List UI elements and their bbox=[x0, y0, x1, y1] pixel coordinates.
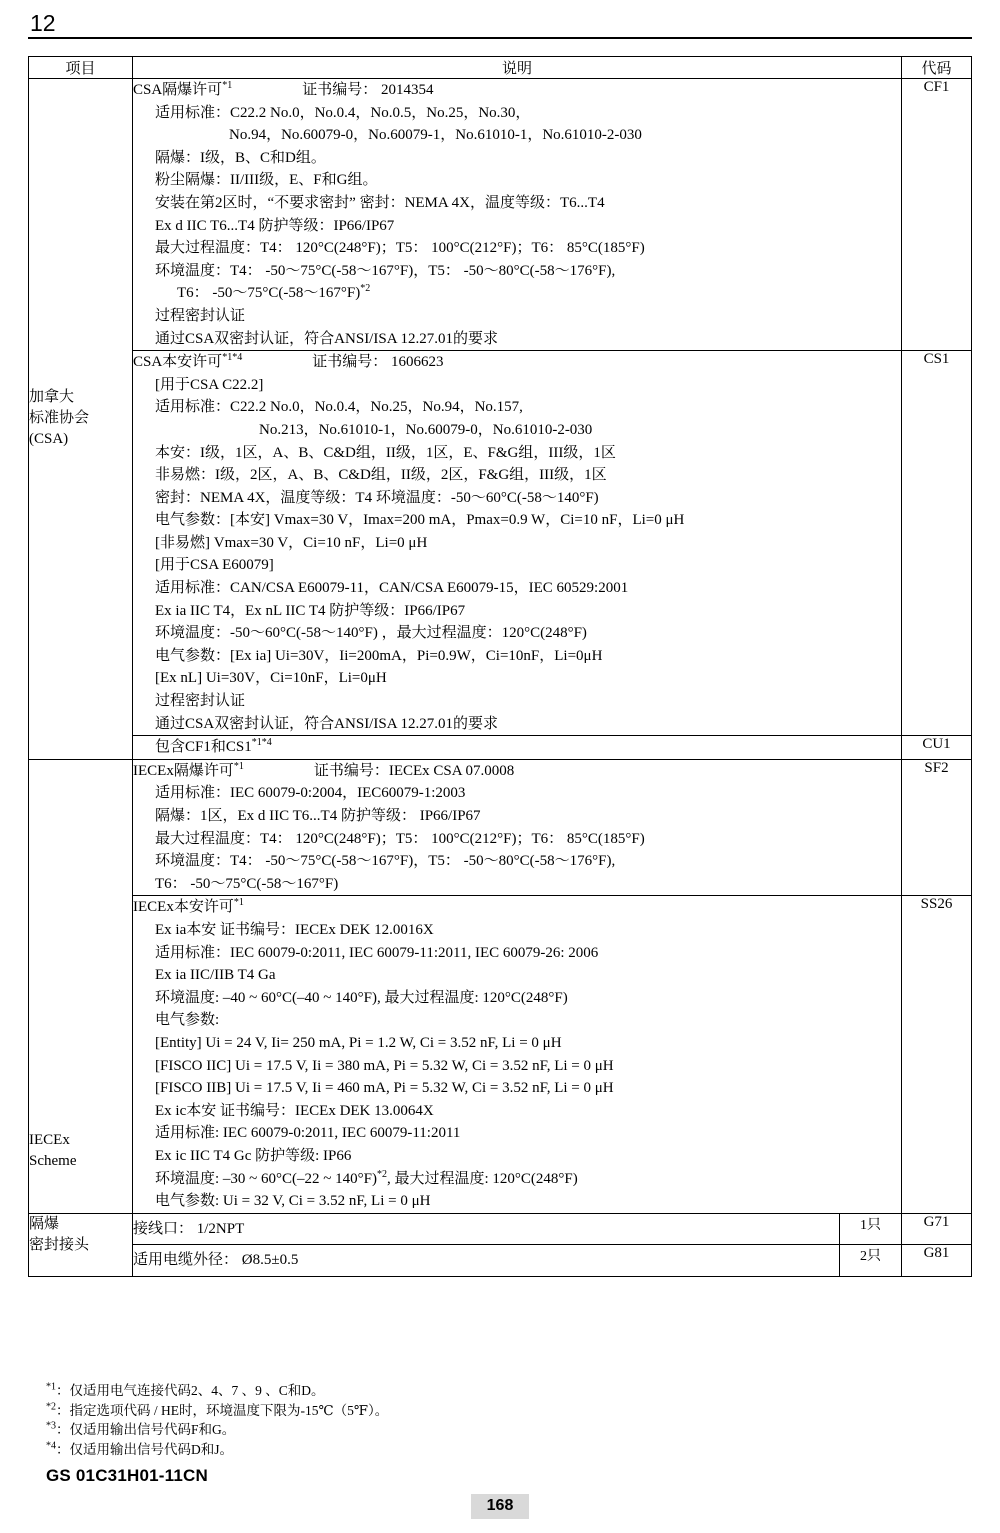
item-label-line: (CSA) bbox=[29, 431, 69, 448]
item-label-line: 隔爆 bbox=[29, 1215, 60, 1232]
table-row bbox=[29, 1213, 972, 1245]
column-header-item: 项目 bbox=[29, 57, 133, 79]
header-page-number: 12 bbox=[30, 10, 56, 36]
desc-line: 电气参数：[Ex ia] Ui=30V，Ii=200mA，Pi=0.9W，Ci=10nF，Li=0μH bbox=[155, 647, 603, 664]
footnote-item: $^{*3}$：仅适用输出信号代码F和G。 bbox=[46, 1420, 236, 1437]
code-cell-sf2: SF2 bbox=[902, 759, 972, 896]
desc-line: CSA隔爆许可$^{*1}$ 证书编号： 2014354 bbox=[133, 80, 434, 98]
specification-table bbox=[28, 56, 972, 1277]
description-cell-iecex-flameproof bbox=[133, 759, 902, 896]
code-cell-cu1: CU1 bbox=[902, 736, 972, 760]
qty-cell-gland-1: 1只 bbox=[839, 1213, 901, 1245]
table-header-row bbox=[29, 57, 972, 79]
desc-line: 过程密封认证 bbox=[155, 693, 246, 710]
footer-page-number bbox=[0, 1494, 1000, 1519]
footnote-item: $^{*2}$：指定选项代码 / HE时，环境温度下限为-15℃（5℉）。 bbox=[46, 1401, 389, 1418]
desc-line: Ex ia本安 证书编号：IECEx DEK 12.0016X bbox=[155, 921, 434, 938]
desc-line: 通过CSA双密封认证，符合ANSI/ISA 12.27.01的要求 bbox=[155, 330, 498, 347]
desc-line: [FISCO IIB] Ui = 17.5 V, Ii = 460 mA, Pi = 5.32 W, Ci = 3.52 nF, Li = 0 μH bbox=[155, 1080, 614, 1097]
desc-line: [FISCO IIC] Ui = 17.5 V, Ii = 380 mA, Pi = 5.32 W, Ci = 3.52 nF, Li = 0 μH bbox=[155, 1057, 614, 1074]
desc-line: IECEx本安许可$^{*1}$ bbox=[133, 897, 244, 916]
item-cell-iecex bbox=[29, 759, 133, 1213]
desc-line: [非易燃] Vmax=30 V，Ci=10 nF，Li=0 μH bbox=[155, 534, 428, 551]
desc-line: 隔爆：1区，Ex d IIC T6...T4 防护等级： IP66/IP67 bbox=[155, 808, 481, 824]
item-label-line: IECEx bbox=[29, 1131, 70, 1148]
desc-line: 适用标准：C22.2 No.0，No.0.4，No.25，No.94，No.157, bbox=[155, 399, 523, 416]
item-label-line: 密封接头 bbox=[29, 1236, 90, 1253]
desc-line: Ex d IIC T6...T4 防护等级：IP66/IP67 bbox=[155, 217, 395, 234]
item-cell-csa bbox=[29, 79, 133, 760]
desc-line: 环境温度：T4： -50～75°C(-58～167°F)，T5： -50～80°C(-58～176°F), bbox=[155, 853, 616, 870]
desc-line: 适用标准：IEC 60079-0:2011, IEC 60079-11:2011, IEC 60079-26: 2006 bbox=[155, 944, 599, 961]
desc-line: 隔爆：I级，B、C和D组。 bbox=[155, 149, 326, 166]
table-row bbox=[29, 351, 972, 736]
footnotes bbox=[46, 1381, 946, 1459]
table-row bbox=[29, 1245, 972, 1277]
desc-line: 适用标准：C22.2 No.0，No.0.4，No.0.5，No.25，No.30， bbox=[155, 104, 531, 121]
desc-line: Ex ia IIC/IIB T4 Ga bbox=[155, 967, 276, 984]
table-row bbox=[29, 736, 972, 760]
desc-line: 环境温度: –40 ~ 60°C(–40 ~ 140°F), 最大过程温度: 120°C(248°F) bbox=[155, 989, 568, 1006]
qty-cell-gland-2: 2只 bbox=[839, 1245, 901, 1277]
desc-line: T6： -50～75°C(-58～167°F)$^{*2}$ bbox=[177, 283, 371, 302]
desc-line: 包含CF1和$CS1^{*1*4}$ bbox=[155, 737, 272, 756]
code-cell-cf1: CF1 bbox=[902, 79, 972, 351]
desc-line: CSA本安许可$^{*1*4}$ 证书编号： 1606623 bbox=[133, 352, 444, 371]
table-row bbox=[29, 79, 972, 351]
header-rule bbox=[28, 37, 972, 39]
desc-line: 粉尘隔爆：II/III级，E、F和G组。 bbox=[155, 172, 378, 189]
desc-line: [Ex nL] Ui=30V，Ci=10nF，Li=0μH bbox=[155, 670, 387, 687]
table-row bbox=[29, 759, 972, 896]
footer-page-label: 168 bbox=[471, 1494, 530, 1519]
desc-line: 安装在第2区时，“不要求密封” 密封：NEMA 4X，温度等级：T6...T4 bbox=[155, 194, 605, 211]
desc-line: 适用标准: IEC 60079-0:2011, IEC 60079-11:2011 bbox=[155, 1125, 461, 1142]
desc-line: 最大过程温度：T4： 120°C(248°F)；T5： 100°C(212°F)；T6： 85°C(185°F) bbox=[155, 830, 645, 847]
desc-line: 通过CSA双密封认证，符合ANSI/ISA 12.27.01的要求 bbox=[155, 715, 498, 732]
desc-line: [用于CSA C22.2] bbox=[155, 376, 264, 393]
item-label-line: 加拿大 bbox=[29, 389, 75, 406]
code-cell-ss26: SS26 bbox=[902, 896, 972, 1213]
desc-line: 电气参数：[本安] Vmax=30 V，Imax=200 mA，Pmax=0.9 W，Ci=10 nF，Li=0 μH bbox=[155, 512, 685, 529]
code-cell-cs1: CS1 bbox=[902, 351, 972, 736]
desc-line: IECEx隔爆许可$^{*1}$ 证书编号：IECEx CSA 07.0008 bbox=[133, 760, 515, 779]
desc-line: No.94，No.60079-0，No.60079-1，No.61010-1，No.61010-2-030 bbox=[229, 127, 642, 144]
desc-line: 环境温度：-50～60°C(-58～140°F) ，最大过程温度：120°C(248°F) bbox=[155, 625, 587, 642]
desc-line: Ex ic本安 证书编号：IECEx DEK 13.0064X bbox=[155, 1102, 434, 1119]
desc-line: No.213，No.61010-1，No.60079-0，No.61010-2-030 bbox=[259, 421, 593, 438]
desc-line: 环境温度: –30 ~ 60°C(–22 ~ 140°F)$^{*2}$, 最大过程温度: 120°C(248°F) bbox=[155, 1168, 578, 1187]
desc-line: Ex ic IIC T4 Gc 防护等级: IP66 bbox=[155, 1147, 352, 1164]
document-number: GS 01C31H01-11CN bbox=[46, 1466, 208, 1485]
page-header bbox=[28, 10, 972, 39]
item-label-line: Scheme bbox=[29, 1152, 77, 1169]
footnote-item: $^{*4}$：仅适用输出信号代码D和J。 bbox=[46, 1440, 234, 1457]
desc-line: T6： -50～75°C(-58～167°F) bbox=[155, 875, 339, 892]
desc-line: 电气参数: bbox=[155, 1012, 220, 1029]
item-label-line: 标准协会 bbox=[29, 410, 90, 427]
description-cell-iecex-intrinsic bbox=[133, 896, 902, 1213]
item-cell-gland bbox=[29, 1213, 133, 1276]
description-cell-csa-intrinsic bbox=[133, 351, 902, 736]
footnote-item: $^{*1}$：仅适用电气连接代码2、4、7 、9 、C和D。 bbox=[46, 1381, 325, 1398]
desc-line: [用于CSA E60079] bbox=[155, 557, 274, 574]
desc-line: 环境温度：T4： -50～75°C(-58～167°F)，T5： -50～80°C(-58～176°F), bbox=[155, 262, 616, 279]
column-header-description: 说明 bbox=[133, 57, 902, 79]
description-cell-csa-combined bbox=[133, 736, 902, 760]
desc-line: Ex ia IIC T4，Ex nL IIC T4 防护等级：IP66/IP67 bbox=[155, 602, 466, 619]
description-cell-csa-flameproof bbox=[133, 79, 902, 351]
desc-line: 密封：NEMA 4X，温度等级：T4 环境温度：-50～60°C(-58～140°F) bbox=[155, 489, 599, 506]
column-header-code: 代码 bbox=[902, 57, 972, 79]
description-cell-gland-1: 接线口： 1/2NPT bbox=[133, 1213, 840, 1245]
desc-line: 最大过程温度：T4： 120°C(248°F)；T5： 100°C(212°F)；T6： 85°C(185°F) bbox=[155, 240, 645, 257]
table-row bbox=[29, 896, 972, 1213]
desc-line: 过程密封认证 bbox=[155, 307, 246, 324]
desc-line: 适用标准：CAN/CSA E60079-11，CAN/CSA E60079-15，IEC 60529:2001 bbox=[155, 580, 629, 597]
description-cell-gland-2: 适用电缆外径： Ø8.5±0.5 bbox=[133, 1245, 840, 1277]
desc-line: 本安：I级，1区，A、B、C&D组，II级，1区，E、F&G组，III级，1区 bbox=[155, 444, 616, 461]
desc-line: 适用标准：IEC 60079-0:2004，IEC60079-1:2003 bbox=[155, 785, 466, 802]
desc-line: [Entity] Ui = 24 V, Ii= 250 mA, Pi = 1.2 W, Ci = 3.52 nF, Li = 0 μH bbox=[155, 1034, 562, 1051]
code-cell-g71: G71 bbox=[902, 1213, 972, 1245]
code-cell-g81: G81 bbox=[902, 1245, 972, 1277]
desc-line: 非易燃：I级，2区，A、B、C&D组，II级，2区，F&G组，III级，1区 bbox=[155, 467, 607, 484]
desc-line: 电气参数: Ui = 32 V, Ci = 3.52 nF, Li = 0 μH bbox=[155, 1193, 431, 1210]
